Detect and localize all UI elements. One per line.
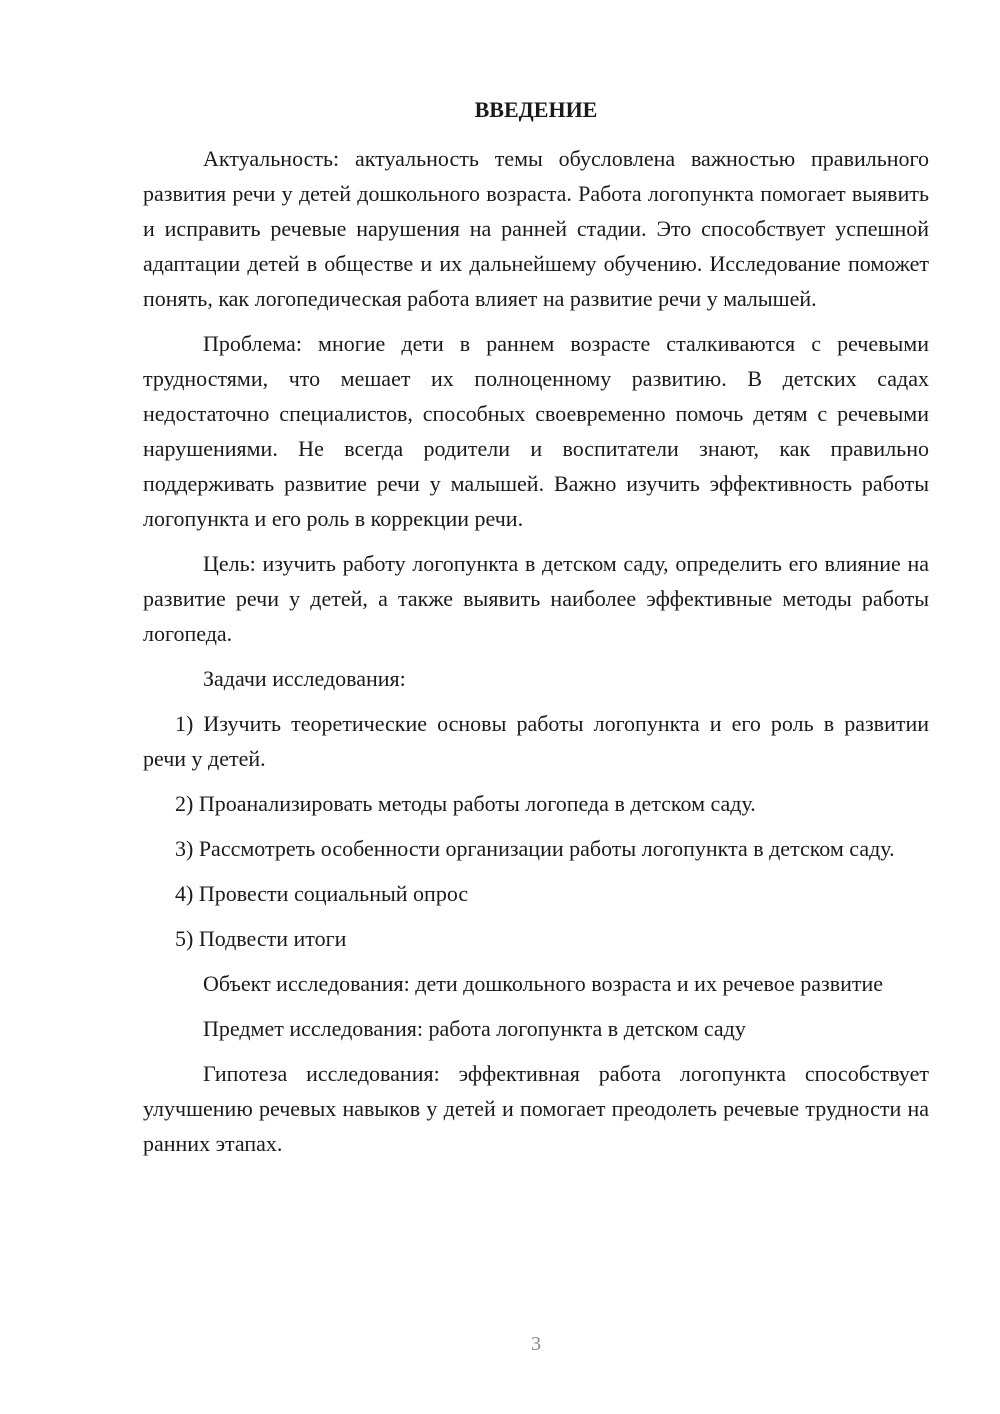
paragraph-subject: Предмет исследования: работа логопункта в детском саду: [203, 1016, 746, 1041]
paragraph-problem: Проблема: многие дети в раннем возрасте сталкиваются с речевыми трудностями, что мешает их полноценному развитию. В детских садах недостаточно специалистов, способных своевременно помочь детям с речевыми нарушениями. Не всегда родители и воспитатели знают, как правильно поддерживать развитие речи у малышей. Важно изучить эффективность работы логопункта и его роль в коррекции речи.: [143, 331, 929, 531]
page-number-label: 3: [531, 1333, 541, 1355]
task-item-4: 4) Провести социальный опрос: [175, 881, 469, 906]
document-body: [143, 92, 929, 1171]
paragraph-hypothesis: Гипотеза исследования: эффективная работа логопункта способствует улучшению речевых навыков у детей и помогает преодолеть речевые трудности на ранних этапах.: [143, 1061, 929, 1156]
paragraph-tasks-heading: Задачи исследования:: [203, 666, 406, 691]
task-item-1: 1) Изучить теоретические основы работы логопункта и его роль в развитии речи у детей.: [143, 711, 929, 771]
page-title: ВВЕДЕНИЕ: [474, 97, 598, 122]
paragraph-relevance: Актуальность: актуальность темы обусловлена важностью правильного развития речи у детей дошкольного возраста. Работа логопункта помогает выявить и исправить речевые нарушения на ранней стадии. Это способствует успешной адаптации детей в обществе и их дальнейшему обучению. Исследование поможет понять, как логопедическая работа влияет на развитие речи у малышей.: [143, 146, 929, 311]
task-item-5: 5) Подвести итоги: [175, 926, 347, 951]
task-item-2: 2) Проанализировать методы работы логопеда в детском саду.: [175, 791, 756, 816]
paragraph-object: Объект исследования: дети дошкольного возраста и их речевое развитие: [203, 971, 884, 996]
task-item-3: 3) Рассмотреть особенности организации работы логопункта в детском саду.: [175, 836, 895, 861]
page-number: [0, 1333, 1000, 1356]
paragraph-goal: Цель: изучить работу логопункта в детском саду, определить его влияние на развитие речи у детей, а также выявить наиболее эффективные методы работы логопеда.: [143, 551, 929, 646]
